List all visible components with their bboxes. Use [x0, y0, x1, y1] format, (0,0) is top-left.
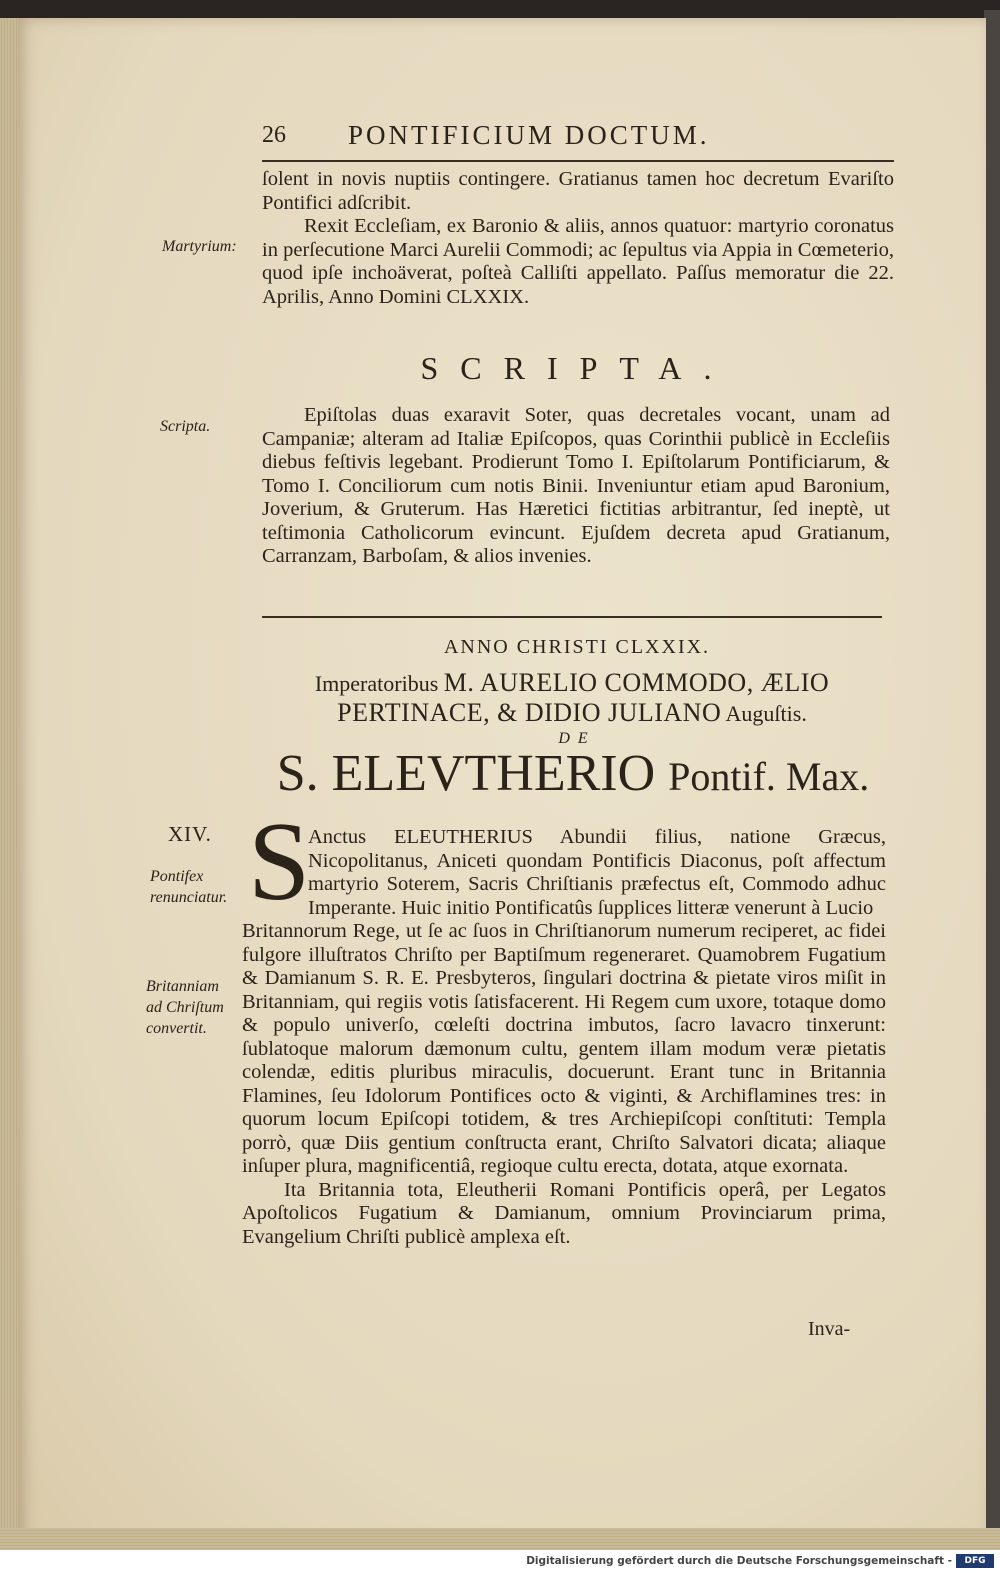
margin-note-pontifex: Pontifex renunciatur.: [150, 868, 228, 906]
saint-name: S. ELEVTHERIO: [276, 745, 656, 802]
emperors-line: [252, 668, 892, 728]
continued-text: [262, 168, 894, 309]
digitization-footer: [0, 1550, 1000, 1573]
paragraph-reign: Rexit Eccleſiam, ex Baronio & aliis, annos quatuor: martyrio coronatus in perſecutione Marci Aurelii Commodi; ac ſepultus via Appia in Cœmeterio, quod ipſe inchoäverat, poſteà Calliſti appellato. Paſſus memoratur die 22. Aprilis, Anno Domini CLXXIX.: [262, 215, 894, 308]
section-title-scripta: SCRIPTA.: [420, 350, 734, 386]
footer-credit: Digitalisierung gefördert durch die Deutsche Forschungsgemeinschaft -: [526, 1555, 952, 1567]
de-heading: DE: [558, 730, 596, 747]
header-rule: [262, 160, 894, 162]
scripta-text: [262, 404, 890, 569]
section-divider: [262, 616, 882, 618]
chapter-number: XIV.: [168, 822, 212, 846]
margin-note-martyrium: Martyrium:: [162, 238, 237, 255]
page-stack-bottom-edge: [0, 1528, 1000, 1550]
eleutherius-text: [242, 920, 886, 1249]
margin-note-britanniam: Britanniam ad Chriſtum convertit.: [146, 978, 224, 1037]
paragraph-eleutherius: Anctus ELEUTHERIUS Abundii filius, natione Græcus, Nicopolitanus, Aniceti quondam Pontificis Diaconus, poſt affectum martyrio Soterem, Sacris Chriſtianis præfectus eſt, Commodo adhuc Imperante. Huic initio Pontificatûs ſupplices litteræ venerunt à Lucio: [308, 826, 886, 919]
paragraph-continuation: ſolent in novis nuptiis contingere. Gratianus tamen hoc decretum Evariſto Pontifici adſcribit.: [262, 168, 894, 214]
page-number: 26: [262, 122, 286, 148]
saint-title: [248, 742, 898, 809]
book-cover-edge: [984, 10, 1000, 1550]
pontif-max: Pontif. Max.: [668, 754, 870, 799]
emperors-suffix: Auguſtis.: [725, 701, 807, 726]
margin-note-scripta: Scripta.: [160, 418, 211, 435]
paragraph-britannia: Ita Britannia tota, Eleutherii Romani Pontificis operâ, per Legatos Apoſtolicos Fugatium & Damianum, omnium Provinciarum prima, Evangelium Chriſti publicè amplexa eſt.: [242, 1178, 886, 1248]
paragraph-scripta: Epiſtolas duas exaravit Soter, quas decretales vocant, unam ad Campaniæ; alteram ad Italiæ Epiſcopos, quas Corinthii publicè in Eccleſiis diebus feſtivis legebant. Prodierunt Tomo I. Epiſtolarum Pontificiarum, & Tomo I. Conciliorum cum notis Binii. Inveniuntur etiam apud Baronium, Joverium, & Gruterum. Has Hæretici fictitias arbitrantur, ſed ineptè, ut teſtimonia Catholicorum evincunt. Ejuſdem decreta apud Gratianum, Carranzam, Barboſam, & alios invenies.: [262, 404, 890, 567]
running-title: PONTIFICIUM DOCTUM.: [348, 120, 710, 150]
emperors-names: M. AURELIO COMMODO, ÆLIO PERTINACE, & DIDIO JULIANO: [337, 668, 830, 727]
page-stack-left-edge: [0, 18, 18, 1543]
dfg-logo: DFG: [956, 1554, 994, 1568]
drop-cap: S: [248, 800, 311, 924]
eleutherius-first-lines: [308, 826, 886, 920]
emperors-prefix: Imperatoribus: [314, 671, 439, 696]
page-header: [262, 120, 892, 156]
year-heading: ANNO CHRISTI CLXXIX.: [443, 636, 711, 658]
catchword: Inva-: [808, 1318, 851, 1340]
paragraph-eleutherius-rest: Britannorum Rege, ut ſe ac ſuos in Chriſtianorum numerum reciperet, ac fidei fulgore illuſtratos Chriſto per Baptiſmum regeneraret. Quamobrem Fugatium & Damianum S. R. E. Presbyteros, ſingulari doctrina & pietate viros miſit in Britanniam, qui regiis votis ſatisfacerent. Hi Regem cum uxore, totaque domo & populo univerſo, cœleſti doctrina imbutos, ſacro lavacro tinxerunt: ſublatoque malorum dæmonum cultu, gentem illam modum veræ pietatis colendæ, editis pluribus miraculis, docuerunt. Erant tunc in Britannia Flamines, ſeu Idolorum Pontifices octo & viginti, & Archiflamines tres: in quorum locum Epiſcopi totidem, & tres Archiepiſcopi conſtituti: Templa porrò, quæ Diis gentium conſtructa erant, Chriſto Salvatori dicata; aliaque inſuper plura, magnificentiâ, regioque cultu erecta, dotata, atque exornata.: [242, 920, 886, 1177]
